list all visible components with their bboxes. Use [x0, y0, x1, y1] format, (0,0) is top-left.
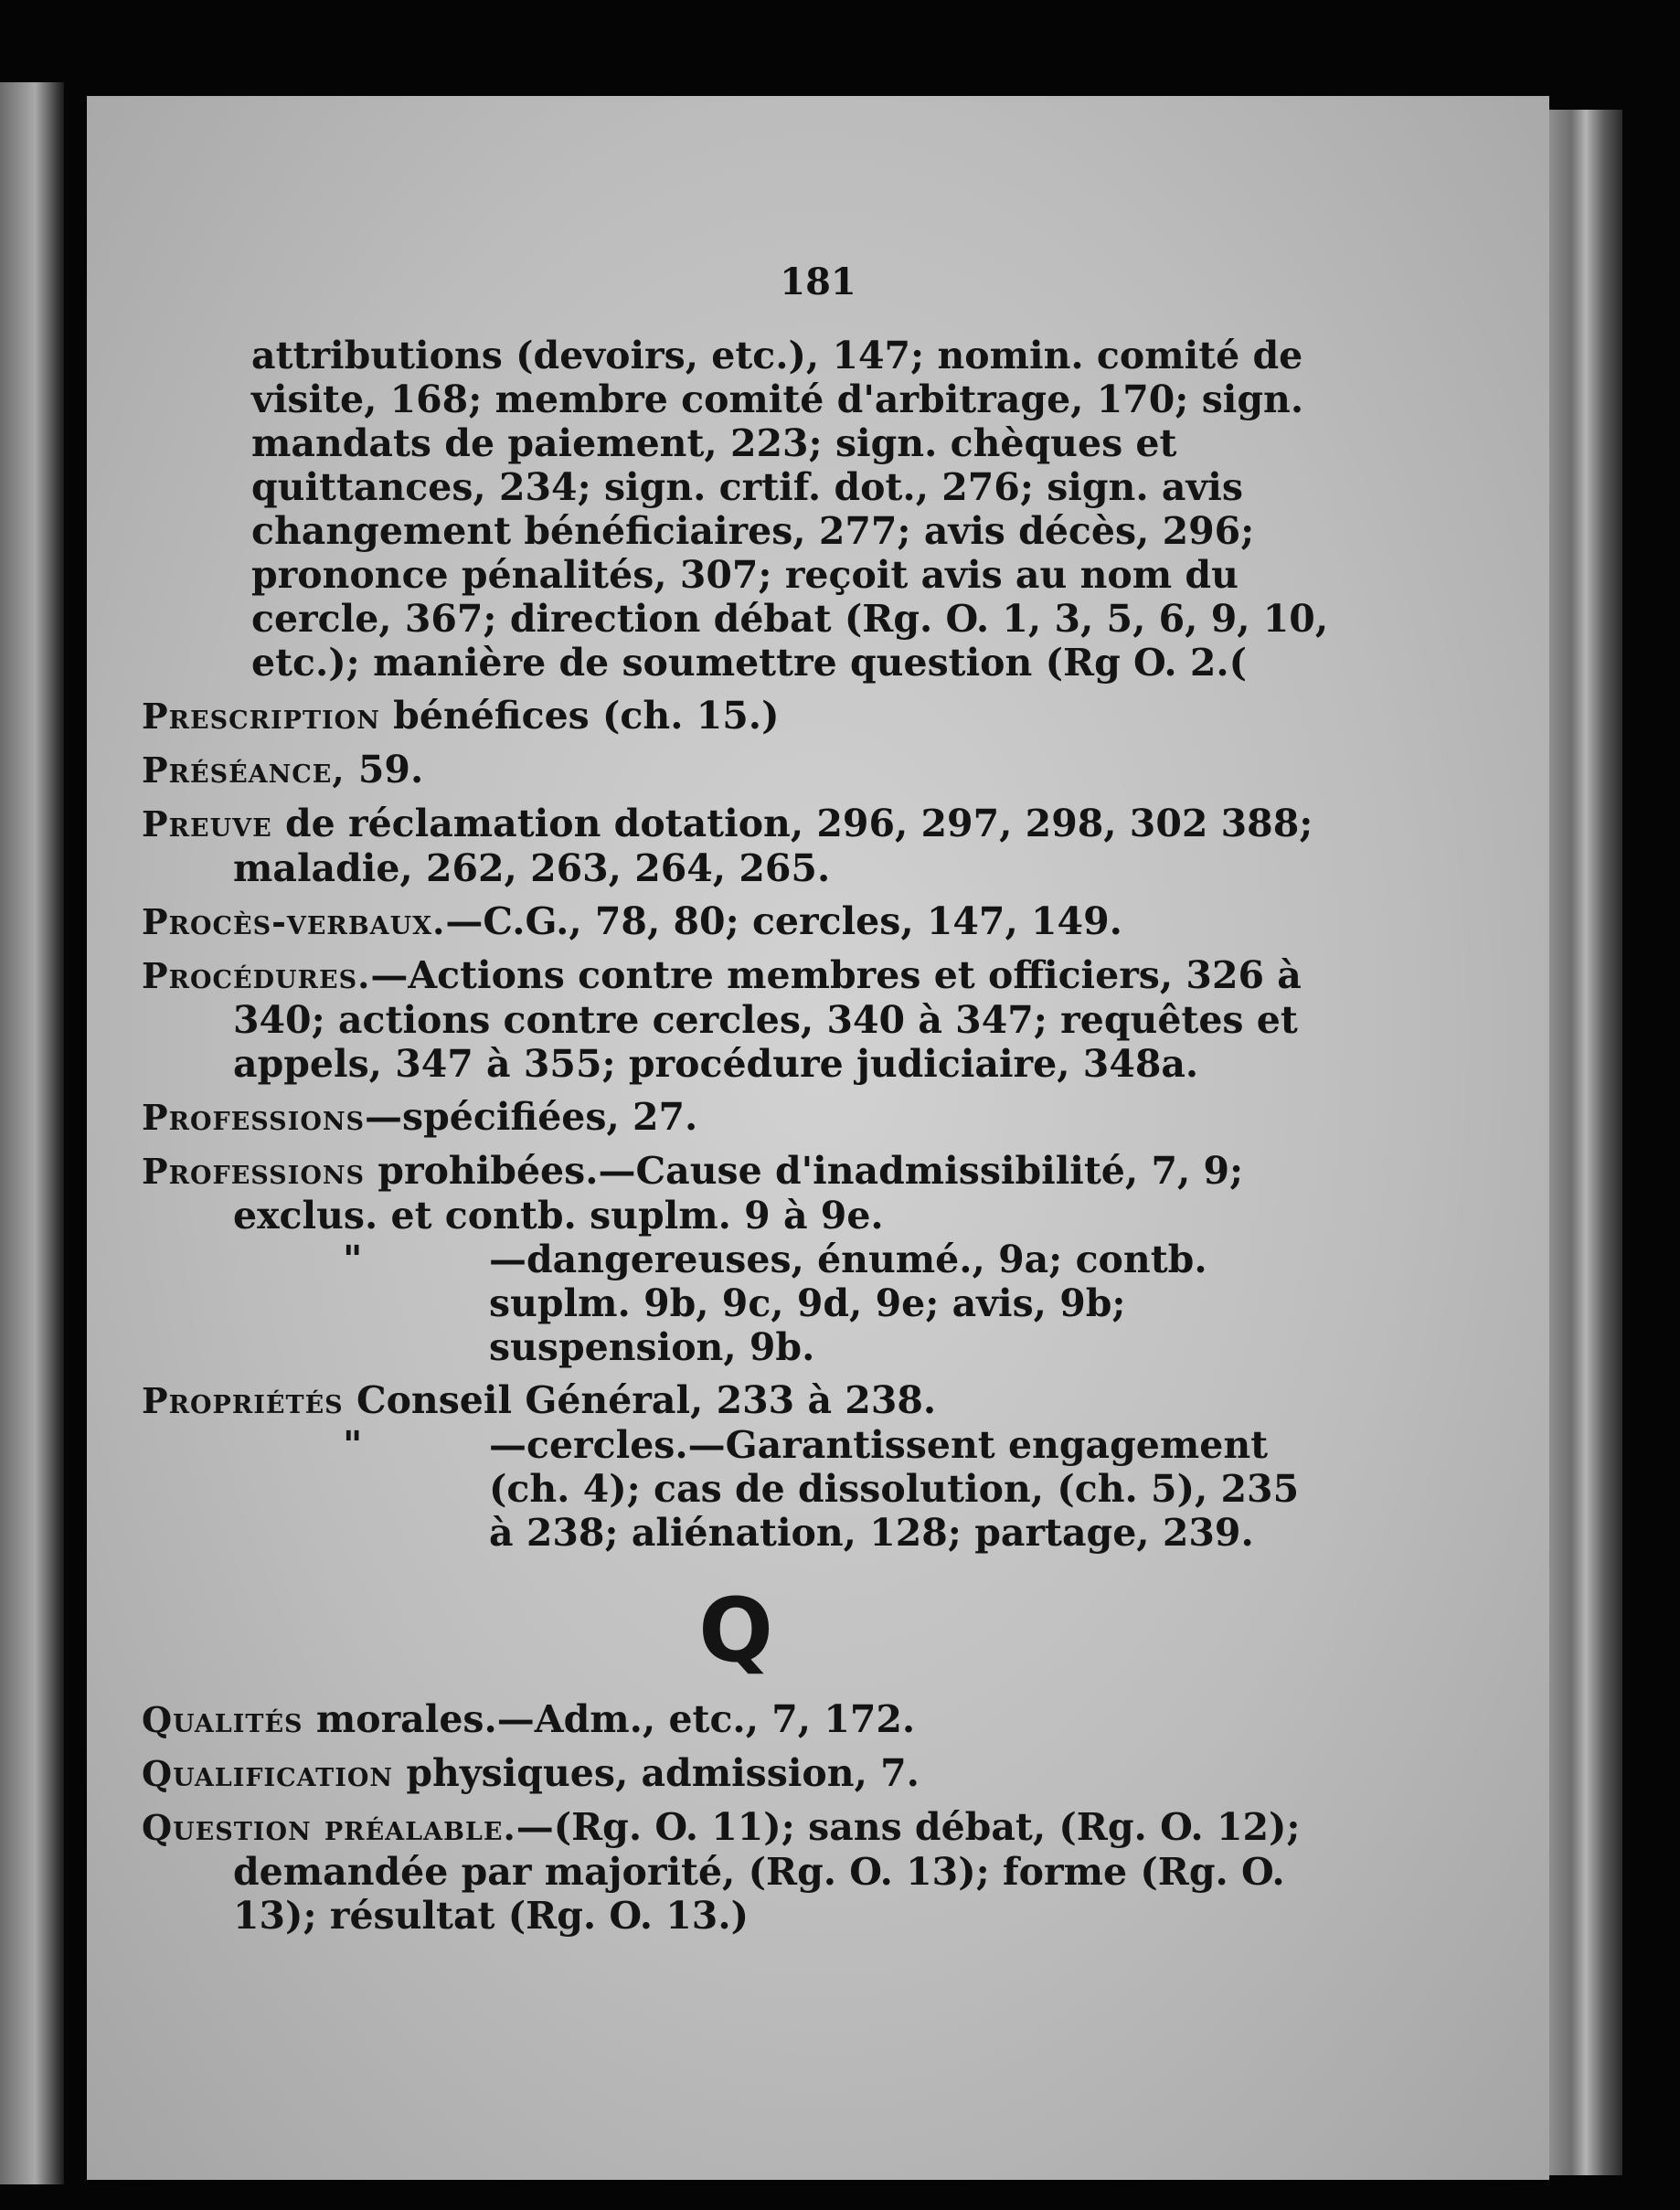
index-entry-qualites	[142, 1697, 1330, 1742]
book-page	[87, 96, 1549, 2180]
entry-text: —C.G., 78, 80; cercles, 147, 149.	[445, 899, 1122, 943]
entry-head: Professions	[142, 1097, 366, 1138]
entry-head: Propriétés	[142, 1380, 344, 1421]
entry-head: Procès-verbaux.	[142, 901, 446, 942]
entry-text: —spécifiées, 27.	[365, 1095, 698, 1139]
entry-text: de réclamation dotation, 296, 297, 298, 302 388; maladie, 262, 263, 264, 265.	[233, 802, 1313, 890]
entry-head: Prescription	[142, 696, 380, 737]
entry-text: 59.	[357, 748, 424, 792]
index-entry-prescription	[142, 694, 1330, 738]
section-letter: Q	[698, 1579, 773, 1682]
page-stack-edge	[1549, 110, 1622, 2175]
ditto-mark: "	[343, 1423, 363, 1467]
page-number: 181	[780, 260, 856, 303]
entry-text: morales.—Adm., etc., 7, 172.	[315, 1697, 916, 1741]
index-entry-question-prealable	[142, 1805, 1330, 1938]
entry-subline	[233, 1238, 1330, 1369]
book-spine-edge	[0, 82, 64, 2184]
index-entry-professions	[142, 1095, 1330, 1140]
entry-subline	[233, 1423, 1330, 1555]
entry-head: Qualités	[142, 1699, 303, 1740]
entry-text: prohibées.—Cause d'inadmissibilité, 7, 9; exclus. et contb. suplm. 9 à 9e.	[233, 1149, 1244, 1238]
entry-head: Procédures.	[142, 955, 371, 996]
index-entry-proprietes	[142, 1378, 1330, 1555]
ditto-mark: "	[343, 1238, 363, 1281]
entry-text: bénéfices (ch. 15.)	[393, 694, 780, 738]
entry-head: Question préalable.	[142, 1807, 516, 1848]
entry-head: Preuve	[142, 803, 272, 845]
continuation-entry: attributions (devoirs, etc.), 147; nomin. comité de visite, 168; membre comité d'arbitrage, 170; sign. mandats de paiement, 223; sign. chèques et quittances, 234; sign. crtif. dot., 276; sign. avis changement bénéficiaires, 277; avis décès, 296; prononce pénalités, 307; reçoit avis au nom du cercle, 367; direction débat (Rg. O. 1, 3, 5, 6, 9, 10, etc.); manière de soumettre question (Rg O. 2.(	[251, 334, 1329, 685]
entry-text: Conseil Général, 233 à 238.	[356, 1378, 937, 1422]
entry-text: physiques, admission, 7.	[406, 1751, 920, 1795]
entry-head: Qualification	[142, 1753, 394, 1794]
entry-text: —dangereuses, énumé., 9a; contb. suplm. 9b, 9c, 9d, 9e; avis, 9b; suspension, 9b.	[489, 1238, 1207, 1369]
index-entry-preuve	[142, 802, 1330, 890]
entry-head: Préséance,	[142, 749, 346, 791]
entry-text: —(Rg. O. 11); sans débat, (Rg. O. 12); demandée par majorité, (Rg. O. 13); forme (Rg. O. 13); résultat (Rg. O. 13.)	[233, 1805, 1301, 1938]
entry-text: —cercles.—Garantissent engagement (ch. 4); cas de dissolution, (ch. 5), 235 à 238; aliénation, 128; partage, 239.	[489, 1423, 1300, 1555]
entry-text: —Actions contre membres et officiers, 326 à 340; actions contre cercles, 340 à 347; requêtes et appels, 347 à 355; procédure judiciaire, 348a.	[233, 953, 1302, 1086]
entry-head: Professions	[142, 1151, 366, 1192]
index-text	[142, 334, 1330, 1947]
index-entry-professions-prohibees	[142, 1149, 1330, 1369]
index-entry-proces-verbaux	[142, 899, 1330, 944]
index-entry-preseance	[142, 748, 1330, 792]
index-entry-qualification	[142, 1751, 1330, 1796]
index-entry-procedures	[142, 953, 1330, 1086]
